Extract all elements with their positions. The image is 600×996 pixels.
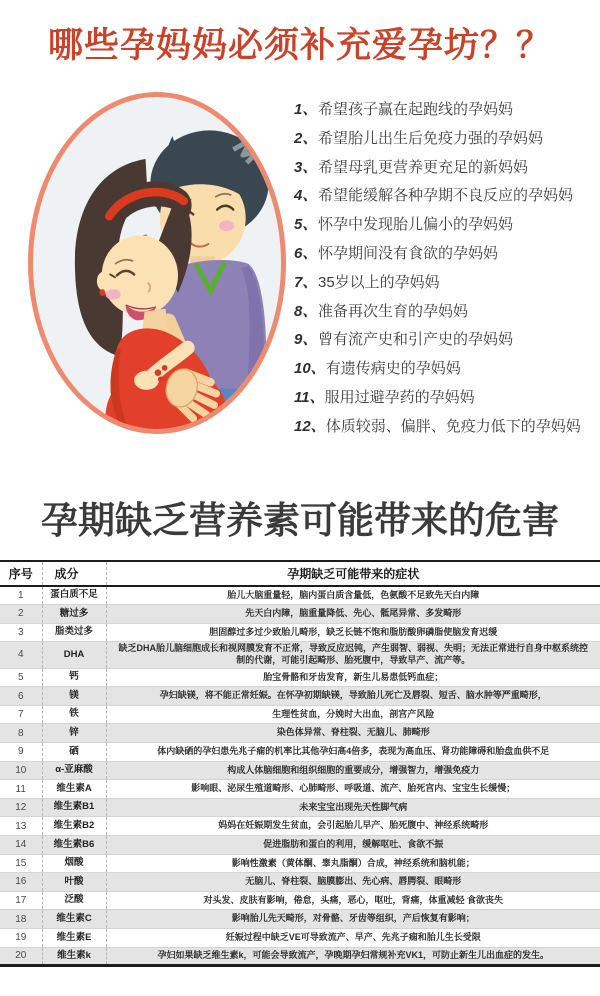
col-header-no: 序号 <box>0 561 42 586</box>
cell-component: 硒 <box>42 743 106 762</box>
cell-no: 11 <box>0 780 42 799</box>
table-row <box>0 817 600 836</box>
list-item-number: 10、 <box>294 360 326 378</box>
cell-symptom: 体内缺硒的孕妇患先兆子痫的机率比其他孕妇高4倍多，表现为高血压、肾功能障碍和胎盘血供不足 <box>106 743 600 762</box>
cell-symptom: 无脑儿、脊柱裂、脑膜膨出、先心病、唇腭裂、眼畸形 <box>106 873 600 892</box>
cell-component: 维生素B2 <box>42 817 106 836</box>
cell-no: 16 <box>0 873 42 892</box>
audience-list-item <box>294 182 594 211</box>
audience-list-item <box>294 211 594 240</box>
table-row <box>0 743 600 762</box>
hero-section <box>0 68 600 440</box>
audience-list-item <box>294 384 594 413</box>
audience-list <box>294 96 594 442</box>
col-header-component: 成分 <box>42 561 106 586</box>
cell-symptom: 妊娠过程中缺乏VE可导致流产、早产、先兆子痫和胎儿生长受限 <box>106 928 600 947</box>
cell-no: 7 <box>0 705 42 724</box>
cell-no: 9 <box>0 743 42 762</box>
cell-symptom: 妈妈在妊娠期发生贫血，会引起胎儿早产、胎死腹中、神经系统畸形 <box>106 817 600 836</box>
table-row <box>0 687 600 706</box>
list-item-text: 希望孩子赢在起跑线的孕妈妈 <box>318 101 514 118</box>
table-row <box>0 891 600 910</box>
cell-component: 维生素C <box>42 910 106 929</box>
cell-component: 维生素B1 <box>42 798 106 817</box>
table-row <box>0 724 600 743</box>
list-item-text: 体质较弱、偏胖、免疫力低下的孕妈妈 <box>325 417 581 435</box>
table-row <box>0 668 600 687</box>
cell-symptom: 孕妇如果缺乏维生素k，可能会导致流产，孕晚期孕妇常规补充VK1，可防止新生儿出血症的发生。 <box>106 947 600 966</box>
cell-component: 维生素B6 <box>42 836 106 855</box>
table-row <box>0 873 600 892</box>
list-item-number: 11、 <box>294 388 325 406</box>
audience-list-item <box>294 298 594 327</box>
cell-no: 14 <box>0 836 42 855</box>
cell-symptom: 生理性贫血，分娩时大出血，剖宫产风险 <box>106 705 600 724</box>
list-item-text: 希望胎儿出生后免疫力强的孕妈妈 <box>318 129 544 147</box>
cell-symptom: 缺乏DHA胎儿脑细胞成长和视网膜发育不正常，导致反应迟钝，产生弱智、弱视、失明；无法正常进行自身中枢系统控制的代谢，可能引起畸形、胎死腹中，导致早产、流产等。 <box>106 642 600 668</box>
cell-symptom: 未来宝宝出现先天性脚气病 <box>106 798 600 817</box>
list-item-number: 4、 <box>294 187 318 205</box>
cell-component: 泛酸 <box>42 891 106 910</box>
cell-component: 叶酸 <box>42 873 106 892</box>
list-item-text: 有遗传病史的孕妈妈 <box>325 360 461 378</box>
table-row <box>0 705 600 724</box>
cell-symptom: 先天白内障，脑重量降低、先心、骶尾异常、多发畸形 <box>106 605 600 624</box>
cell-no: 10 <box>0 761 42 780</box>
cell-component: 锌 <box>42 724 106 743</box>
table-row <box>0 836 600 855</box>
audience-list-item <box>294 96 594 125</box>
list-item-number: 3、 <box>294 158 318 176</box>
list-item-number: 1、 <box>294 101 318 118</box>
audience-list-item <box>294 413 594 442</box>
cell-symptom: 影响眼、泌尿生殖道畸形、心肺畸形、呼吸道、流产、胎死宫内、宝宝生长缓慢； <box>106 780 600 799</box>
cell-symptom: 对头发、皮肤有影响，倦怠，头痛，恶心，呕吐，背痛，体重减轻 食欲丧失 <box>106 891 600 910</box>
audience-list-item <box>294 154 594 183</box>
audience-list-item <box>294 240 594 269</box>
cell-component: 镁 <box>42 687 106 706</box>
list-item-number: 6、 <box>294 244 318 262</box>
list-item-text: 服用过避孕药的孕妈妈 <box>324 388 475 406</box>
cell-no: 6 <box>0 687 42 706</box>
table-row <box>0 947 600 966</box>
cell-symptom: 孕妇缺镁，将不能正常妊娠。在怀孕初期缺镁，导致胎儿死亡及唇裂、短舌、脑水肿等严重畸形， <box>106 687 600 706</box>
cell-component: 烟酸 <box>42 854 106 873</box>
table-row <box>0 586 600 605</box>
table-row <box>0 854 600 873</box>
pregnant-couple-illustration <box>28 92 286 434</box>
cell-component: DHA <box>42 642 106 668</box>
table-row <box>0 910 600 929</box>
audience-list-item <box>294 355 594 384</box>
col-header-symptoms: 孕期缺乏可能带来的症状 <box>106 561 600 586</box>
cell-no: 3 <box>0 623 42 642</box>
audience-list-item <box>294 125 594 154</box>
list-item-text: 怀孕中发现胎儿偏小的孕妈妈 <box>318 216 514 234</box>
cell-no: 8 <box>0 724 42 743</box>
cell-no: 1 <box>0 586 42 605</box>
table-row <box>0 761 600 780</box>
table-header-row <box>0 561 600 586</box>
cell-symptom: 染色体异常、脊柱裂、无脑儿、肺畸形 <box>106 724 600 743</box>
cell-no: 4 <box>0 642 42 668</box>
cell-component: α-亚麻酸 <box>42 761 106 780</box>
page-title: 哪些孕妈妈必须补充爱孕坊？？ <box>47 26 552 65</box>
cell-component: 维生素k <box>42 947 106 966</box>
table-row <box>0 798 600 817</box>
cell-component: 铁 <box>42 705 106 724</box>
list-item-text: 希望能缓解各种孕期不良反应的孕妈妈 <box>318 187 574 205</box>
cell-no: 17 <box>0 891 42 910</box>
cell-symptom: 胎儿大脑重量轻，脑内蛋白质含量低，色氨酸不足致先天白内障 <box>106 586 600 605</box>
cell-no: 13 <box>0 817 42 836</box>
cell-component: 钙 <box>42 668 106 687</box>
cell-component: 维生素A <box>42 780 106 799</box>
list-item-number: 2、 <box>294 129 318 147</box>
table-row <box>0 605 600 624</box>
nutrient-deficiency-table <box>0 560 600 967</box>
cell-no: 12 <box>0 798 42 817</box>
cell-symptom: 促进脂肪和蛋白的利用，缓解呕吐、食欲不振 <box>106 836 600 855</box>
cell-component: 维生素E <box>42 928 106 947</box>
cell-no: 15 <box>0 854 42 873</box>
cell-symptom: 影响胎儿先天畸形，对骨骼、牙齿等组织，产后恢复有影响； <box>106 910 600 929</box>
list-item-number: 8、 <box>294 302 318 320</box>
list-item-text: 希望母乳更营养更充足的新妈妈 <box>318 158 529 176</box>
cell-symptom: 影响性激素（黄体酮、睾丸脂酮）合成，神经系统和脑机能； <box>106 854 600 873</box>
list-item-number: 12、 <box>294 417 326 435</box>
table-body <box>0 586 600 966</box>
cell-no: 20 <box>0 947 42 966</box>
pregnant-couple-icon <box>33 97 281 429</box>
cell-component: 蛋白质不足 <box>42 586 106 605</box>
list-item-number: 5、 <box>294 216 318 234</box>
list-item-number: 7、 <box>294 273 318 291</box>
cell-symptom: 胎宝骨骼和牙齿发育，新生儿易患低钙血症； <box>106 668 600 687</box>
table-row <box>0 623 600 642</box>
list-item-text: 曾有流产史和引产史的孕妈妈 <box>318 331 514 349</box>
table-row <box>0 780 600 799</box>
table-row <box>0 928 600 947</box>
list-item-text: 准备再次生育的孕妈妈 <box>318 302 469 320</box>
cell-symptom: 胆固醇过多过少致胎儿畸形，缺乏长链不饱和脂肪酸卵磷脂使脑发育迟缓 <box>106 623 600 642</box>
audience-list-item <box>294 269 594 298</box>
cell-no: 18 <box>0 910 42 929</box>
list-item-number: 9、 <box>294 331 318 349</box>
cell-component: 脂类过多 <box>42 623 106 642</box>
audience-list-item <box>294 326 594 355</box>
table-section-title: 孕期缺乏营养素可能带来的危害 <box>41 500 559 541</box>
cell-no: 5 <box>0 668 42 687</box>
cell-component: 糖过多 <box>42 605 106 624</box>
cell-no: 2 <box>0 605 42 624</box>
table-row <box>0 642 600 668</box>
list-item-text: 35岁以上的孕妈妈 <box>318 273 440 291</box>
list-item-text: 怀孕期间没有食欲的孕妈妈 <box>318 244 499 262</box>
cell-no: 19 <box>0 928 42 947</box>
cell-symptom: 构成人体脑细胞和组织细胞的重要成分，增强智力，增强免疫力 <box>106 761 600 780</box>
